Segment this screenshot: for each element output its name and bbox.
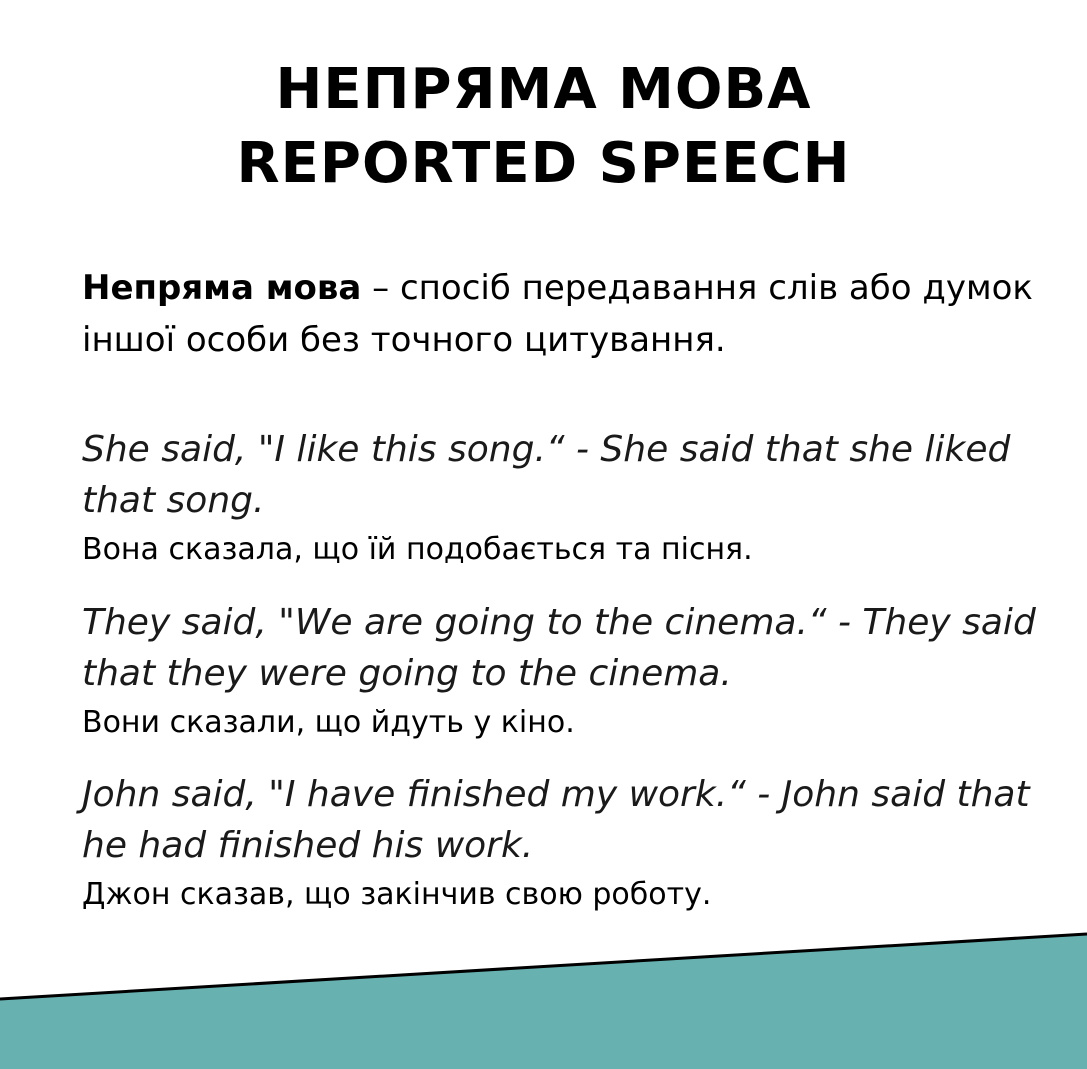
teal-band-fill	[0, 934, 1087, 1069]
example-english-sentence: They said, "We are going to the cinema.“ - They said that they were going to the cinema.	[82, 602, 1036, 694]
definition-text: – спосіб передавання слів або думок іншої особи без точного цитування.	[82, 268, 1033, 360]
page-title-english: REPORTED SPEECH	[236, 131, 851, 196]
definition-term: Непряма мова	[82, 268, 362, 308]
example-ukrainian-translation: Вона сказала, що їй подобається та пісня.	[82, 532, 753, 567]
example-ukrainian-translation: Джон сказав, що закінчив свою роботу.	[82, 877, 712, 912]
example-english-sentence: She said, "I like this song.“ - She said that she liked that song.	[82, 429, 1011, 521]
example-ukrainian-translation: Вони сказали, що йдуть у кіно.	[82, 705, 575, 740]
page-title-ukrainian: НЕПРЯМА МОВА	[275, 57, 812, 122]
example-english-sentence: John said, "I have finished my work.“ - John said that he had finished his work.	[82, 774, 1030, 866]
